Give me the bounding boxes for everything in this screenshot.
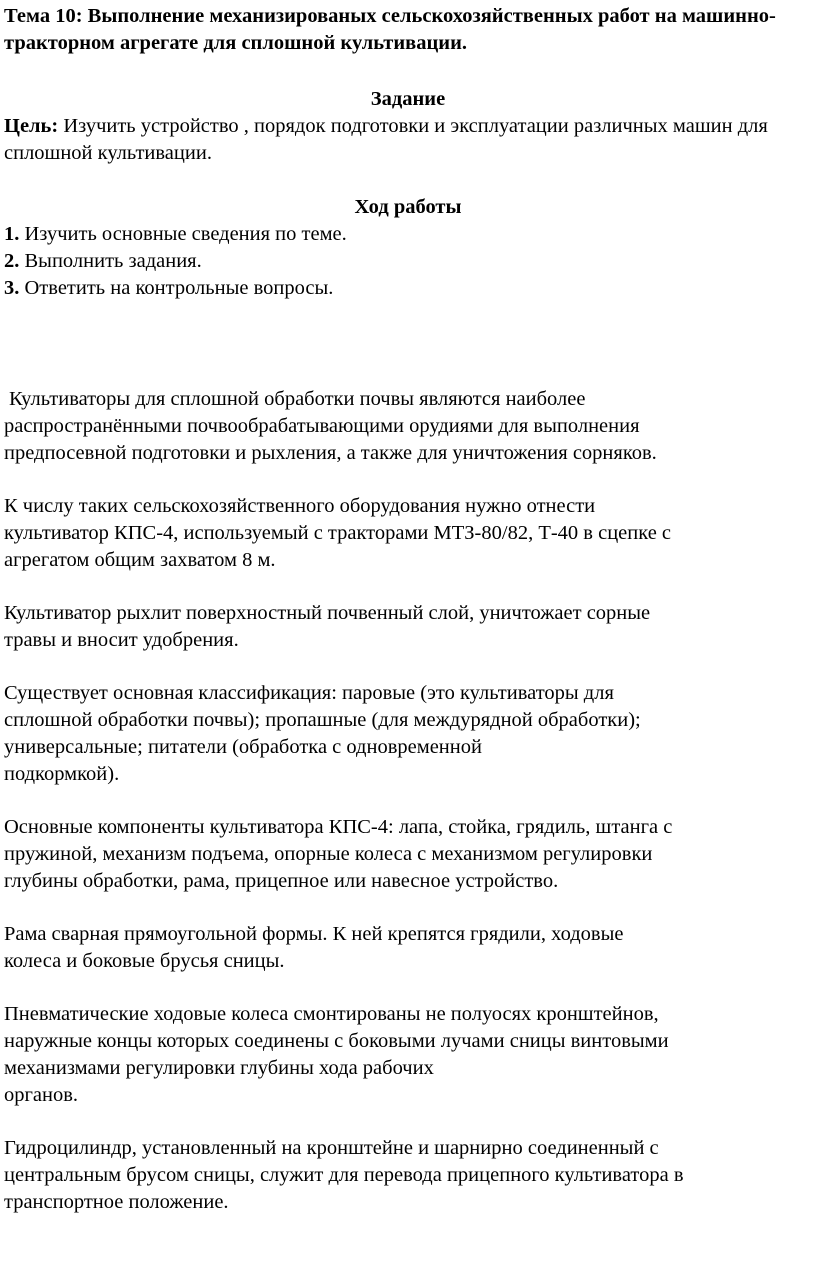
blank-space [4, 302, 812, 386]
body-paragraph [4, 1135, 812, 1216]
goal-label: Цель: [4, 115, 59, 137]
paragraph-line: центральным брусом сницы, служит для перевода прицепного культиватора в [4, 1164, 684, 1186]
step-text: Изучить основные сведения по теме. [19, 223, 347, 245]
paragraph-line: культиватор КПС-4, используемый с тракторами МТЗ-80/82, Т-40 в сцепке с [4, 522, 672, 544]
steps-list [4, 221, 812, 302]
paragraph-line: Пневматические ходовые колеса смонтированы не полуосях кронштейнов, [4, 1003, 659, 1025]
paragraph-line: подкормкой). [4, 763, 120, 785]
paragraph-line: сплошной обработки почвы); пропашные (для междурядной обработки); [4, 709, 641, 731]
paragraph-line: органов. [4, 1084, 79, 1106]
step-number: 2. [4, 250, 20, 272]
goal-paragraph [4, 113, 812, 167]
paragraph-line: предпосевной подготовки и рыхления, а также для уничтожения сорняков. [4, 442, 657, 464]
body-paragraph [4, 814, 812, 895]
paragraph-line: колеса и боковые брусья сницы. [4, 950, 285, 972]
paragraph-line: глубины обработки, рама, прицепное или навесное устройство. [4, 870, 559, 892]
step-item [4, 248, 812, 275]
step-item [4, 275, 812, 302]
work-heading: Ход работы [354, 196, 462, 218]
step-item [4, 221, 812, 248]
paragraph-line: Гидроцилиндр, установленный на кронштейне и шарнирно соединенный с [4, 1137, 659, 1159]
paragraph-line: универсальные; питатели (обработка с одновременной [4, 736, 482, 758]
task-heading: Задание [370, 88, 446, 110]
paragraph-line: механизмами регулировки глубины хода рабочих [4, 1057, 434, 1079]
paragraph-line: Рама сварная прямоугольной формы. К ней крепятся грядили, ходовые [4, 923, 624, 945]
step-number: 3. [4, 277, 20, 299]
body-paragraph [4, 493, 812, 574]
paragraph-line: Культиватор рыхлит поверхностный почвенный слой, уничтожает сорные [4, 602, 651, 624]
step-text: Ответить на контрольные вопросы. [19, 277, 334, 299]
paragraph-line: К числу таких сельскохозяйственного оборудования нужно отнести [4, 495, 596, 517]
step-text: Выполнить задания. [19, 250, 202, 272]
paragraph-line: пружиной, механизм подъема, опорные колеса с механизмом регулировки [4, 843, 653, 865]
body-paragraph [4, 921, 812, 975]
body-paragraph [4, 1001, 812, 1109]
paragraph-line: Культиваторы для сплошной обработки почвы являются наиболее [9, 388, 586, 410]
body-paragraph [4, 386, 812, 467]
body-paragraph [4, 600, 812, 654]
step-number: 1. [4, 223, 20, 245]
body-text [4, 386, 812, 1216]
paragraph-line: наружные концы которых соединены с боковыми лучами сницы винтовыми [4, 1030, 669, 1052]
paragraph-line: агрегатом общим захватом 8 м. [4, 549, 276, 571]
paragraph-line: травы и вносит удобрения. [4, 629, 239, 651]
body-paragraph [4, 680, 812, 788]
document-title: Тема 10: Выполнение механизированых сельскохозяйственных работ на машинно-тракторном агрегате для сплошной культивации. [4, 5, 776, 54]
goal-text: Изучить устройство , порядок подготовки и эксплуатации различных машин для сплошной культивации. [4, 115, 768, 164]
paragraph-line: Существует основная классификация: паровые (это культиваторы для [4, 682, 614, 704]
paragraph-line: Основные компоненты культиватора КПС-4: лапа, стойка, грядиль, штанга с [4, 816, 673, 838]
paragraph-line: транспортное положение. [4, 1191, 229, 1213]
paragraph-line: распространёнными почвообрабатывающими орудиями для выполнения [4, 415, 640, 437]
